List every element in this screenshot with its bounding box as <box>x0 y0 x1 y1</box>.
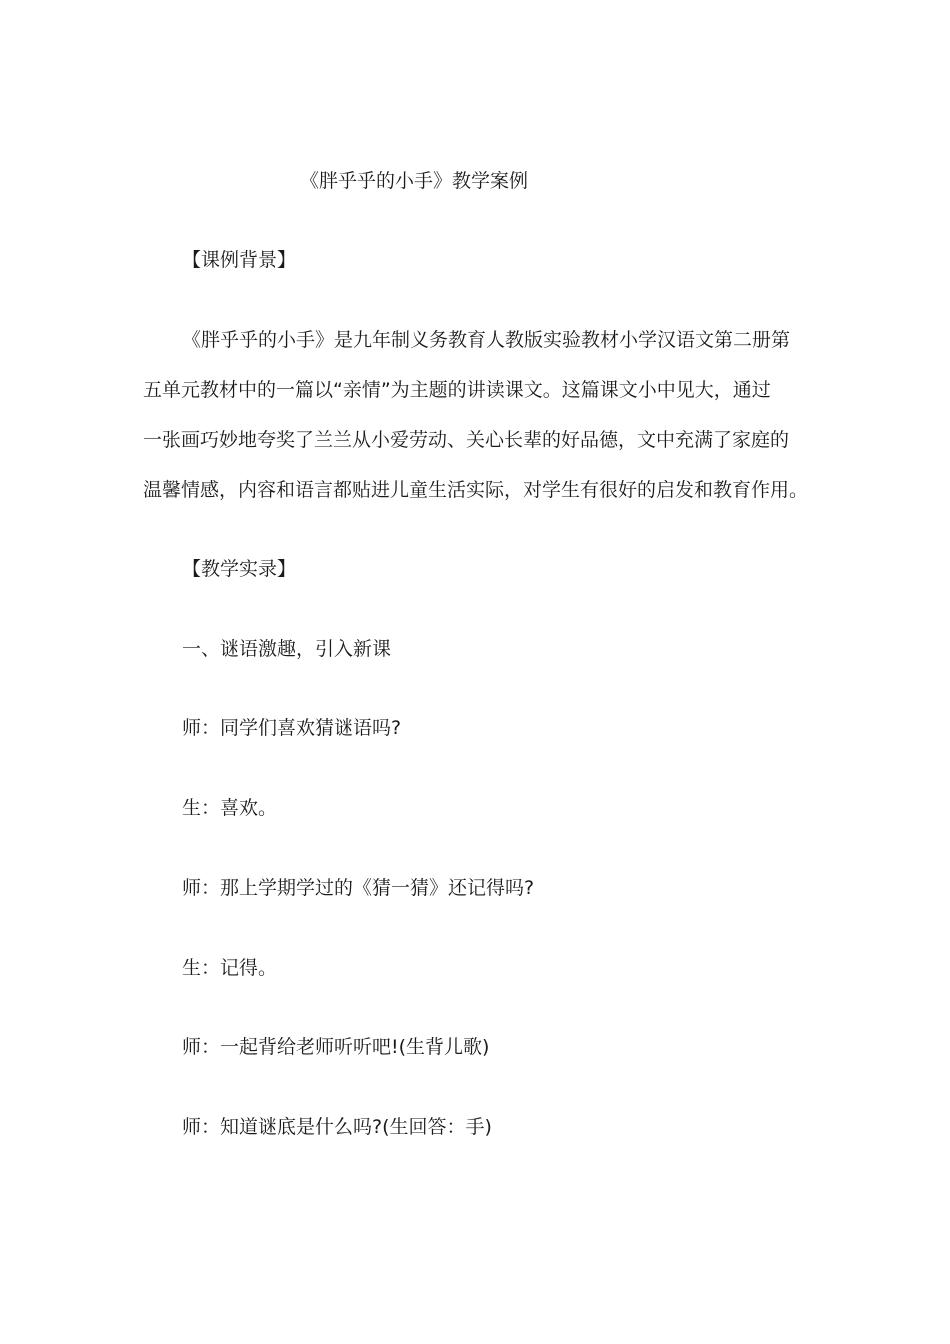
document-title: 《胖乎乎的小手》教学案例 <box>300 170 529 192</box>
record-heading: 【教学实录】 <box>182 558 297 580</box>
dialogue-line: 师：知道谜底是什么吗?(生回答：手) <box>182 1116 492 1138</box>
dialogue-line: 生：记得。 <box>182 957 278 979</box>
part-one-heading: 一、谜语激趣，引入新课 <box>182 638 392 660</box>
dialogue-line: 生：喜欢。 <box>182 797 278 819</box>
background-paragraph-line-2: 五单元教材中的一篇以“亲情”为主题的讲读课文。这篇课文小中见大，通过 <box>143 379 771 401</box>
dialogue-line: 师：那上学期学过的《猜一猜》还记得吗? <box>182 877 535 899</box>
background-paragraph-line-4: 温馨情感，内容和语言都贴进儿童生活实际，对学生有很好的启发和教育作用。 <box>143 479 809 501</box>
background-paragraph-line-1: 《胖乎乎的小手》是九年制义务教育人教版实验教材小学汉语文第二册第 <box>182 329 791 351</box>
dialogue-line: 师：一起背给老师听听吧!(生背儿歌) <box>182 1036 490 1058</box>
background-heading: 【课例背景】 <box>182 249 297 271</box>
background-paragraph-line-3: 一张画巧妙地夸奖了兰兰从小爱劳动、关心长辈的好品德，文中充满了家庭的 <box>143 429 790 451</box>
dialogue-line: 师：同学们喜欢猜谜语吗? <box>182 717 402 739</box>
